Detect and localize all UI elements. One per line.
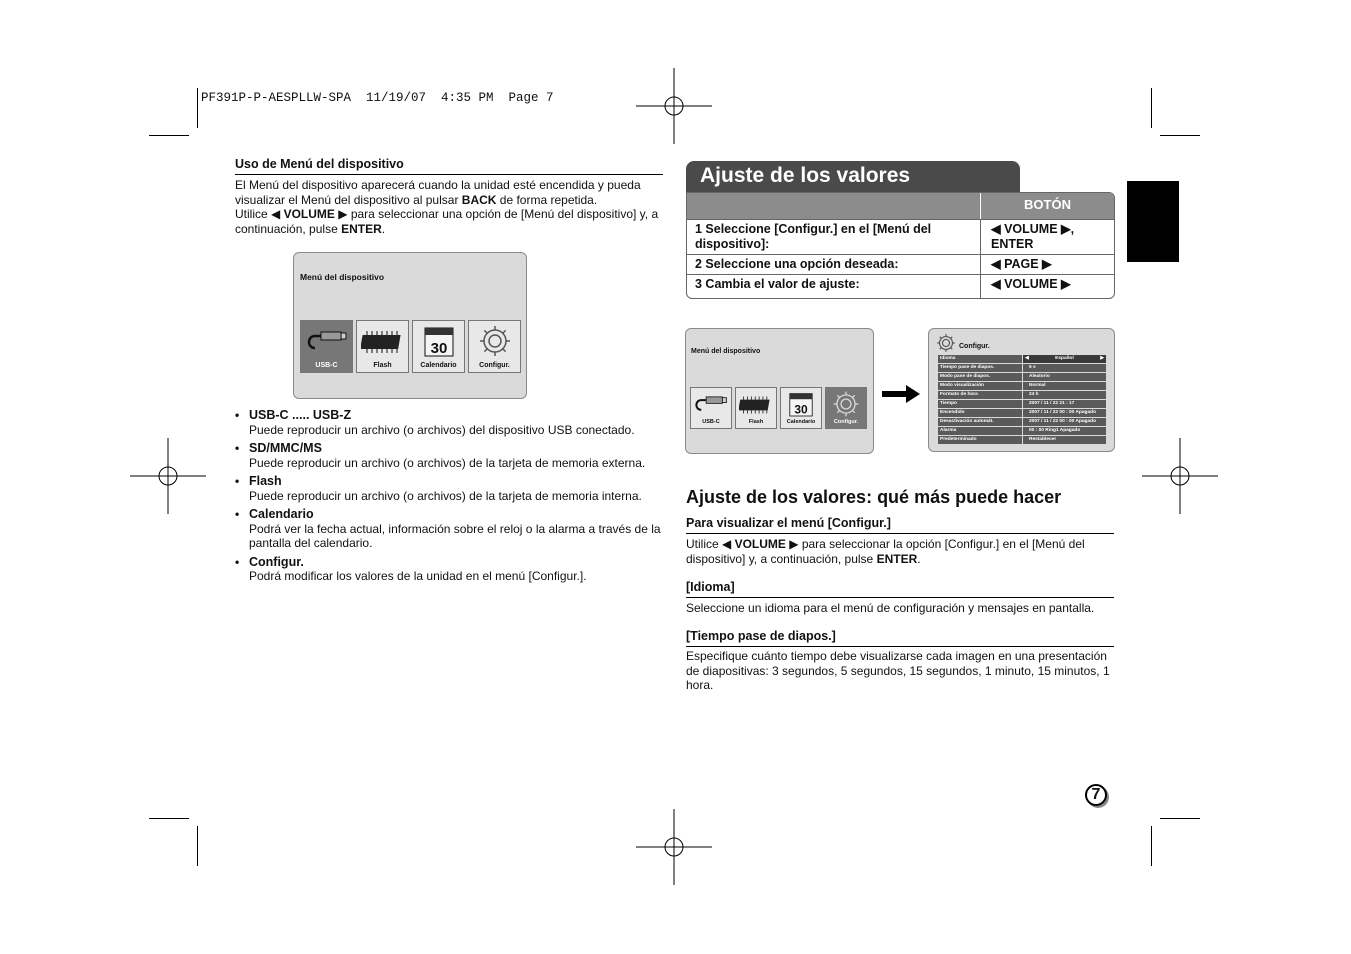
config-row[interactable]: Tiempo 2007 / 11 / 22 21 : 17 xyxy=(938,400,1106,408)
usb-icon xyxy=(693,392,729,418)
crop-mark xyxy=(197,826,198,866)
flash-chip-icon xyxy=(361,327,405,357)
button-column-header: BOTÓN xyxy=(980,193,1114,219)
paragraph: Utilice ◀ VOLUME ▶ para seleccionar la opción [Configur.] en el [Menú del dispositivo] y, a continuación, pulse ENTER. xyxy=(686,537,1085,566)
menu-tile-flash[interactable]: Flash xyxy=(735,387,777,429)
registration-mark-icon xyxy=(636,68,712,144)
device-menu-title: Menú del dispositivo xyxy=(300,272,385,282)
config-row[interactable]: Desactivación automát. 2007 / 11 / 22 00 : 00 Apagado xyxy=(938,418,1106,426)
option-list xyxy=(235,408,665,588)
calendar-icon xyxy=(789,391,813,417)
intro-paragraph: El Menú del dispositivo aparecerá cuando la unidad esté encendida y pueda visualizar el Menú del dispositivo al pulsar BACK de forma repetida. xyxy=(235,178,641,207)
instruction-paragraph: Utilice ◀ VOLUME ▶ para seleccionar una opción de [Menú del dispositivo] y, a continuación, pulse ENTER. xyxy=(235,207,659,236)
menu-tile-calendar[interactable]: 30 Calendario xyxy=(412,320,465,373)
calendar-icon xyxy=(424,325,454,357)
registration-mark-icon xyxy=(130,438,206,514)
subheading: [Tiempo pase de diapos.] xyxy=(686,629,1114,647)
subheading: [Idioma] xyxy=(686,580,1114,598)
config-row[interactable]: Tiempo pase de diapos. 5 s xyxy=(938,364,1106,372)
svg-text:30: 30 xyxy=(794,402,808,417)
menu-tile-calendar[interactable]: 30 Calendario xyxy=(780,387,822,429)
registration-mark-icon xyxy=(636,809,712,885)
config-row[interactable]: Alarma 00 : 00 Ring1 Apagado xyxy=(938,427,1106,435)
svg-text:30: 30 xyxy=(430,340,447,357)
paragraph: Especifique cuánto tiempo debe visualizarse cada imagen en una presentación de diapositivas: 3 segundos, 5 segundos, 15 segundos, 1 minuto, 15 minutos, 1 hora. xyxy=(686,649,1110,692)
menu-tile-flash[interactable]: Flash xyxy=(356,320,409,373)
config-row[interactable]: Predeterminado Restablecer xyxy=(938,436,1106,444)
page-number: 7 xyxy=(1085,784,1107,806)
menu-tile-config[interactable]: Configur. xyxy=(825,387,867,429)
gear-icon xyxy=(478,324,512,358)
crop-mark xyxy=(1151,88,1152,128)
crop-mark xyxy=(149,135,189,136)
crop-mark xyxy=(1151,826,1152,866)
config-row[interactable]: Formato de hora 24 h xyxy=(938,391,1106,399)
menu-tile-usb[interactable]: USB-C xyxy=(300,320,353,373)
config-screen xyxy=(928,328,1115,452)
gear-icon xyxy=(936,333,956,353)
subheading: Para visualizar el menú [Configur.] xyxy=(686,516,1114,534)
steps-table xyxy=(686,192,1115,299)
print-header: PF391P-P-AESPLLW-SPA 11/19/07 4:35 PM Page 7 xyxy=(201,91,554,105)
usb-icon xyxy=(305,326,349,358)
page-title: Ajuste de los valores xyxy=(686,161,1020,194)
table-row: 1 Seleccione [Configur.] en el [Menú del dispositivo]: ◀ VOLUME ▶, ENTER xyxy=(687,219,1114,255)
table-row: 3 Cambia el valor de ajuste: ◀ VOLUME ▶ xyxy=(687,274,1114,299)
list-item: • USB-C ..... USB-Z Puede reproducir un archivo (o archivos) del dispositivo USB conectado. xyxy=(235,408,635,437)
config-title: Configur. xyxy=(959,343,990,350)
list-item: • Calendario Podrá ver la fecha actual, información sobre el reloj o la alarma a través de la pantalla del calendario. xyxy=(235,507,661,550)
device-menu-screen xyxy=(293,252,527,399)
arrow-right-icon xyxy=(882,385,922,403)
crop-mark xyxy=(1160,818,1200,819)
crop-mark xyxy=(1160,135,1200,136)
list-item: • SD/MMC/MS Puede reproducir un archivo (o archivos) de la tarjeta de memoria externa. xyxy=(235,441,646,470)
crop-mark xyxy=(149,818,189,819)
gear-icon xyxy=(832,390,860,418)
flash-chip-icon xyxy=(739,393,773,417)
section-heading: Ajuste de los valores: qué más puede hacer xyxy=(686,487,1062,507)
config-row-idioma[interactable]: Idioma ◀ Español ▶ xyxy=(940,356,1104,361)
config-row[interactable]: Modo visualización Normal xyxy=(938,382,1106,390)
paragraph: Seleccione un idioma para el menú de configuración y mensajes en pantalla. xyxy=(686,601,1095,615)
device-menu-title: Menú del dispositivo xyxy=(691,348,761,355)
menu-tile-config[interactable]: Configur. xyxy=(468,320,521,373)
table-row: 2 Seleccione una opción deseada: ◀ PAGE ▶ xyxy=(687,254,1114,275)
table-header xyxy=(687,193,1114,219)
list-item: • Configur. Podrá modificar los valores de la unidad en el menú [Configur.]. xyxy=(235,554,587,583)
section-title: Uso de Menú del dispositivo xyxy=(235,157,663,175)
device-menu-screen-small xyxy=(685,328,874,454)
config-row[interactable]: Encendido 2007 / 11 / 22 00 : 00 Apagado xyxy=(938,409,1106,417)
crop-mark xyxy=(197,88,198,128)
menu-tile-usb[interactable]: USB-C xyxy=(690,387,732,429)
registration-mark-icon xyxy=(1142,438,1218,514)
config-row[interactable]: Modo pase de diapos. Aleatorio xyxy=(938,373,1106,381)
list-item: • Flash Puede reproducir un archivo (o archivos) de la tarjeta de memoria interna. xyxy=(235,474,642,503)
section-tab xyxy=(1127,181,1179,262)
